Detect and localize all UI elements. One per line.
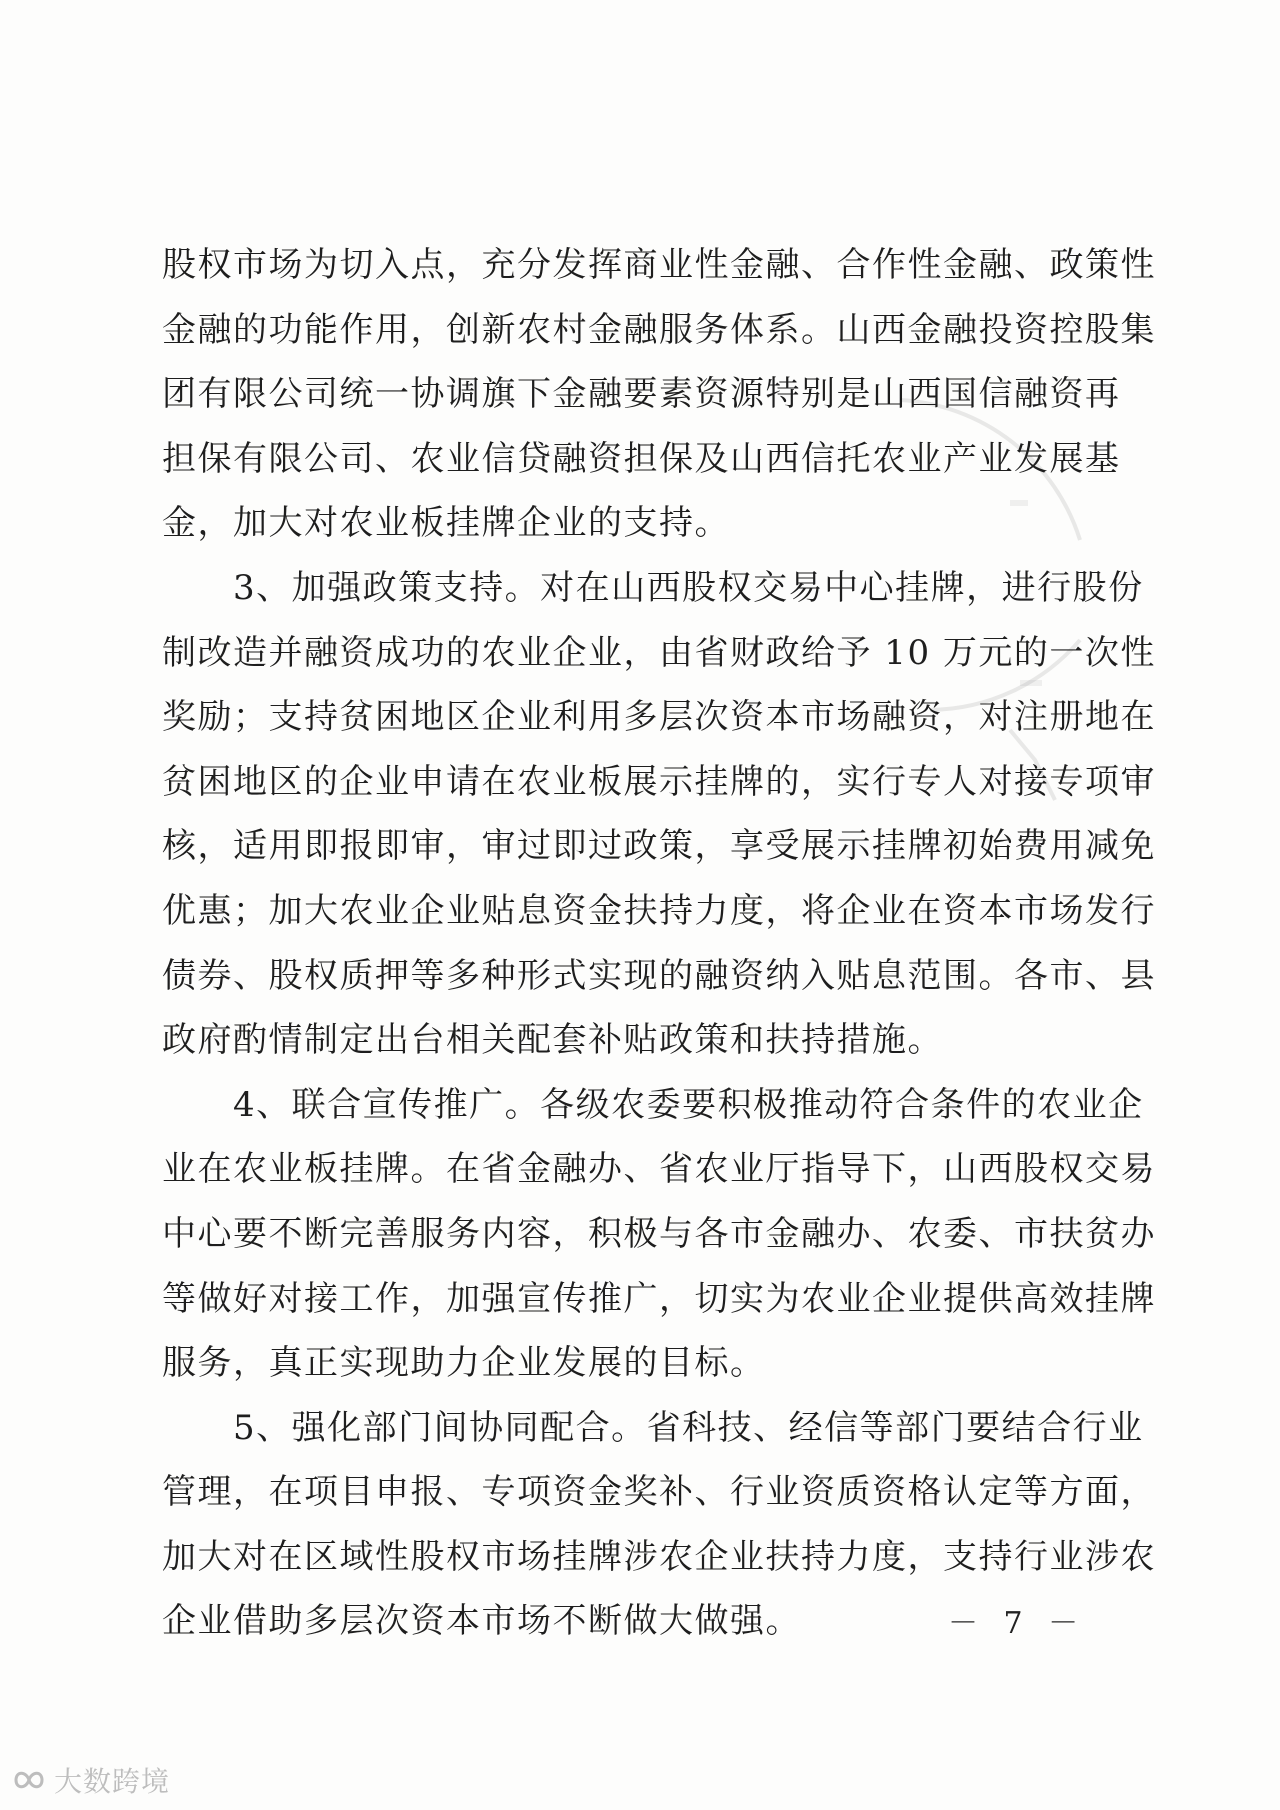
text-line: 核，适用即报即审，审过即过政策，享受展示挂牌初始费用减免 xyxy=(162,826,1156,867)
text-line: 管理，在项目申报、专项资金奖补、行业资质资格认定等方面， xyxy=(162,1472,1156,1513)
text-line: 贫困地区的企业申请在农业板展示挂牌的，实行专人对接专项审 xyxy=(162,761,1156,802)
text-line: 中心要不断完善服务内容，积极与各市金融办、农委、市扶贫办 xyxy=(162,1213,1156,1254)
text-line: 奖励；支持贫困地区企业利用多层次资本市场融资，对注册地在 xyxy=(162,697,1156,738)
text-line: 制改造并融资成功的农业企业，由省财政给予 10 万元的一次性 xyxy=(162,632,1156,673)
text-line: 服务，真正实现助力企业发展的目标。 xyxy=(162,1343,766,1384)
text-line: 股权市场为切入点，充分发挥商业性金融、合作性金融、政策性 xyxy=(162,245,1156,285)
text-line: 债券、股权质押等多种形式实现的融资纳入贴息范围。各市、县 xyxy=(162,955,1156,996)
text-line: 加大对在区域性股权市场挂牌涉农企业扶持力度，支持行业涉农 xyxy=(162,1536,1156,1577)
text-line: 等做好对接工作，加强宣传推广，切实为农业企业提供高效挂牌 xyxy=(162,1278,1156,1319)
watermark-text: 大数跨境 xyxy=(54,1765,171,1798)
page-number: － 7 － xyxy=(948,1606,1087,1641)
text-line: 优惠；加大农业企业贴息资金扶持力度，将企业在资本市场发行 xyxy=(162,890,1156,931)
text-line: 团有限公司统一协调旗下金融要素资源特别是山西国信融资再 xyxy=(162,374,1121,415)
document-body xyxy=(162,233,1156,1654)
text-line: 3、加强政策支持。对在山西股权交易中心挂牌，进行股份 xyxy=(162,567,1144,608)
watermark xyxy=(10,1760,170,1800)
text-line: 企业借助多层次资本市场不断做大做强。 xyxy=(162,1601,801,1642)
text-line: 金融的功能作用，创新农村金融服务体系。山西金融投资控股集 xyxy=(162,309,1156,350)
text-line: 担保有限公司、农业信贷融资担保及山西信托农业产业发展基 xyxy=(162,438,1121,479)
text-line: 5、强化部门间协同配合。省科技、经信等部门要结合行业 xyxy=(162,1407,1144,1448)
infinity-logo-icon xyxy=(10,1765,48,1795)
text-line: 政府酌情制定出台相关配套补贴政策和扶持措施。 xyxy=(162,1020,943,1061)
text-line: 金，加大对农业板挂牌企业的支持。 xyxy=(162,503,730,544)
text-line: 业在农业板挂牌。在省金融办、省农业厅指导下，山西股权交易 xyxy=(162,1149,1156,1190)
text-line: 4、联合宣传推广。各级农委要积极推动符合条件的农业企 xyxy=(162,1084,1144,1125)
